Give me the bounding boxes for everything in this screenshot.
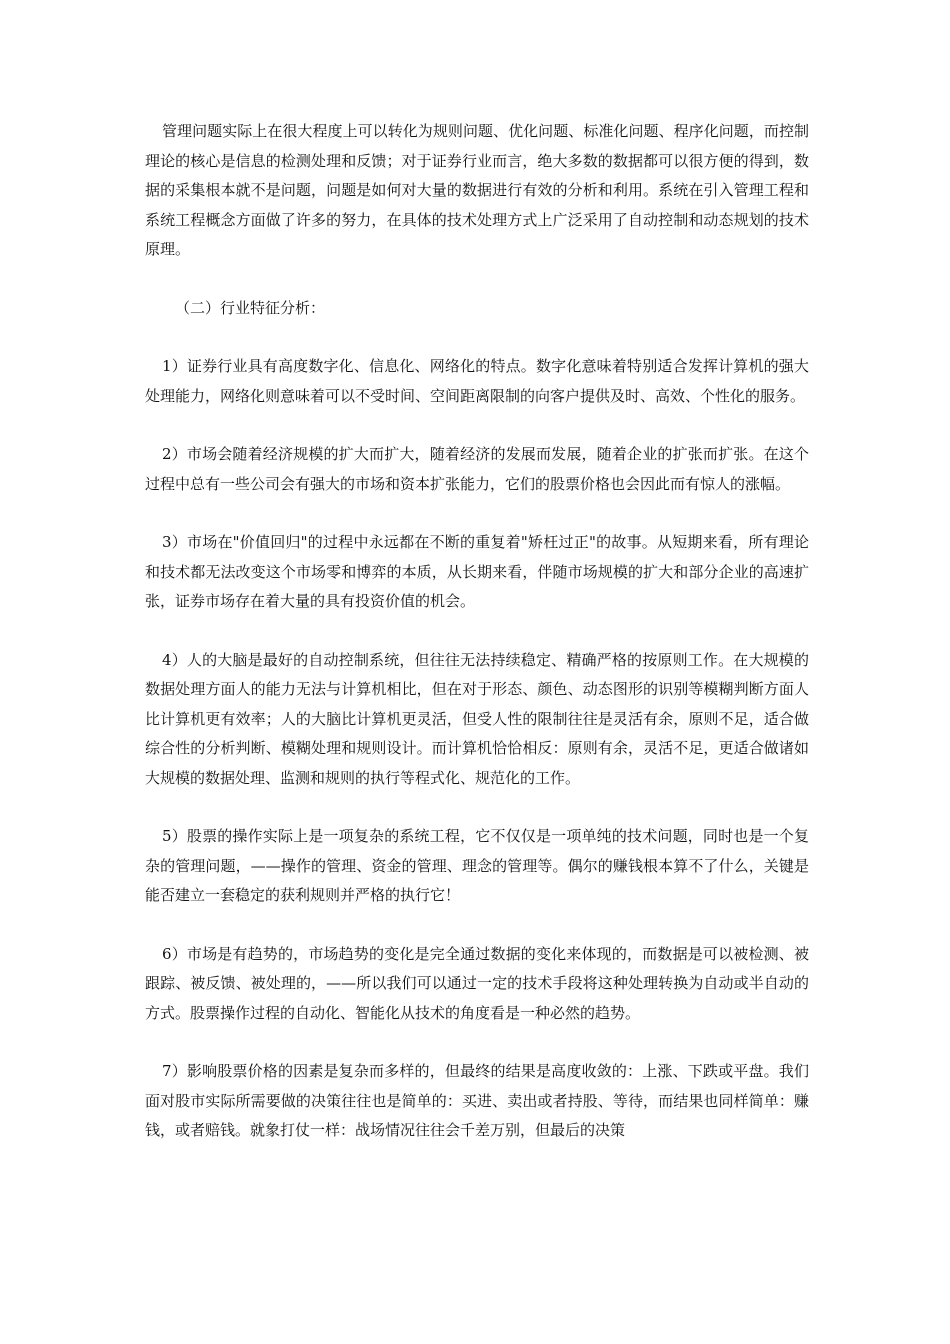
paragraph-item-4: 4）人的大脑是最好的自动控制系统，但往往无法持续稳定、精确严格的按原则工作。在大规模的数据处理方面人的能力无法与计算机相比，但在对于形态、颜色、动态图形的识别等模糊判断方面人比计算机更有效率；人的大脑比计算机更灵活，但受人性的限制往往是灵活有余，原则不足，适合做综合性的分析判断、模糊处理和规则设计。而计算机恰恰相反：原则有余，灵活不足，更适合做诸如大规模的数据处理、监测和规则的执行等程式化、规范化的工作。 [145,650,809,787]
paragraph-item-1: 1）证券行业具有高度数字化、信息化、网络化的特点。数字化意味着特别适合发挥计算机的强大处理能力，网络化则意味着可以不受时间、空间距离限制的向客户提供及时、高效、个性化的服务。 [145,357,809,405]
paragraph-item-7: 7）影响股票价格的因素是复杂而多样的，但最终的结果是高度收敛的：上涨、下跌或平盘。我们面对股市实际所需要做的决策往往也是简单的：买进、卖出或者持股、等待，而结果也同样简单：赚钱，或者赔钱。就象打仗一样：战场情况往往会千差万别，但最后的决策 [145,1062,809,1139]
paragraph-item-5: 5）股票的操作实际上是一项复杂的系统工程，它不仅仅是一项单纯的技术问题，同时也是一个复杂的管理问题，——操作的管理、资金的管理、理念的管理等。偶尔的赚钱根本算不了什么，关键是能否建立一套稳定的获利规则并严格的执行它！ [145,827,809,904]
document-body [145,117,809,1146]
section-heading: （二）行业特征分析： [175,298,326,317]
paragraph-intro: 管理问题实际上在很大程度上可以转化为规则问题、优化问题、标准化问题、程序化问题，而控制理论的核心是信息的检测处理和反馈；对于证券行业而言，绝大多数的数据都可以很方便的得到，数据的采集根本就不是问题，问题是如何对大量的数据进行有效的分析和利用。系统在引入管理工程和系统工程概念方面做了许多的努力，在具体的技术处理方式上广泛采用了自动控制和动态规划的技术原理。 [145,122,809,258]
paragraph-item-3: 3）市场在"价值回归"的过程中永远都在不断的重复着"矫枉过正"的故事。从短期来看，所有理论和技术都无法改变这个市场零和博弈的本质，从长期来看，伴随市场规模的扩大和部分企业的高速扩张，证券市场存在着大量的具有投资价值的机会。 [145,533,809,610]
paragraph-item-6: 6）市场是有趋势的，市场趋势的变化是完全通过数据的变化来体现的，而数据是可以被检测、被跟踪、被反馈、被处理的，——所以我们可以通过一定的技术手段将这种处理转换为自动或半自动的方式。股票操作过程的自动化、智能化从技术的角度看是一种必然的趋势。 [145,944,809,1022]
paragraph-item-2: 2）市场会随着经济规模的扩大而扩大，随着经济的发展而发展，随着企业的扩张而扩张。在这个过程中总有一些公司会有强大的市场和资本扩张能力，它们的股票价格也会因此而有惊人的涨幅。 [145,445,809,493]
